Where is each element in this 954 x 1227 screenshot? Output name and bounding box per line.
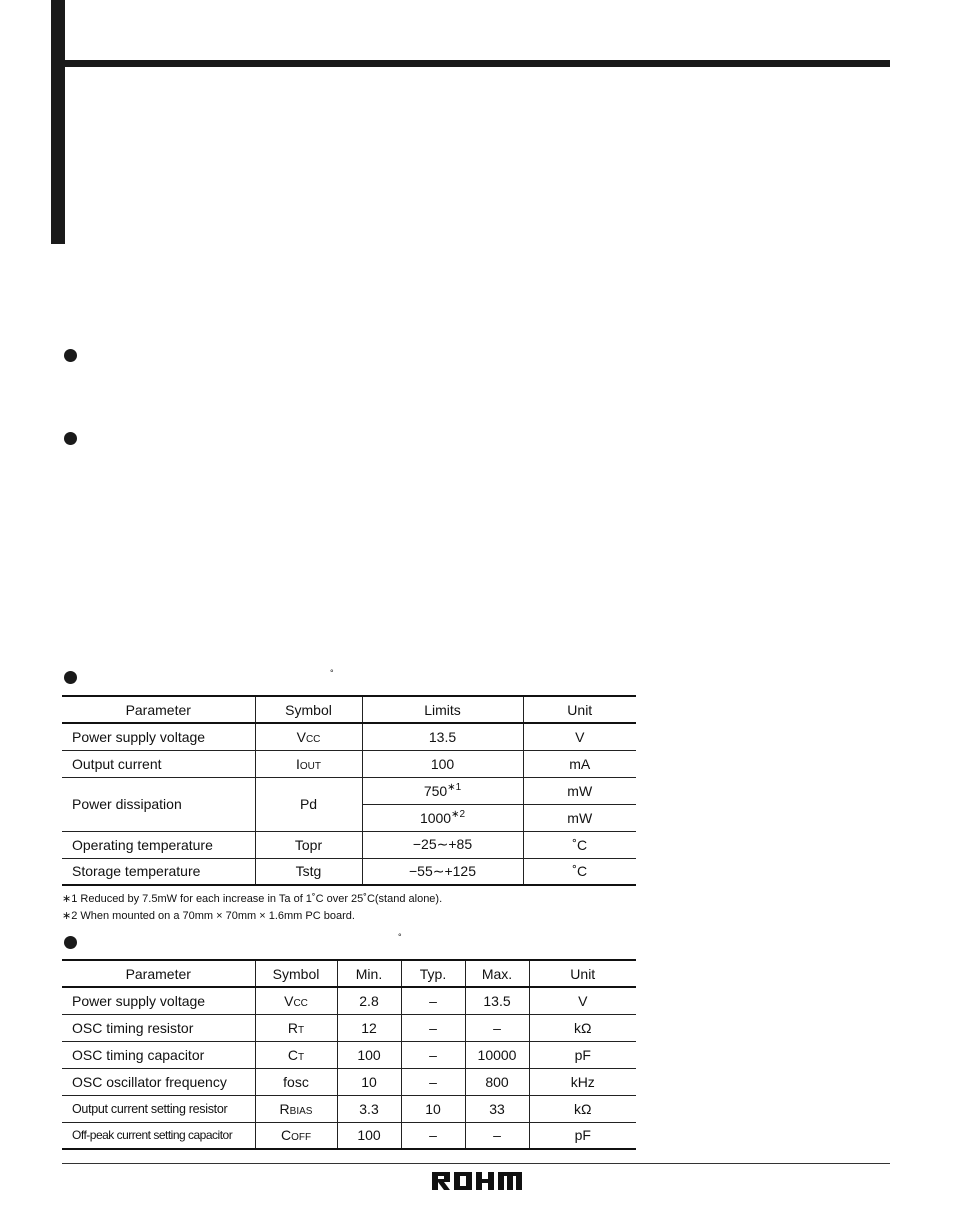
param-cell: Output current [62,750,255,777]
table-row [62,1122,636,1149]
unit-cell: V [523,723,636,750]
max-cell: 13.5 [465,987,529,1014]
unit-cell: kHz [529,1068,636,1095]
max-cell: 10000 [465,1041,529,1068]
unit-cell: mW [523,804,636,831]
rec-op-degree-mark: ° [398,932,402,942]
section-bullet-abs-max [64,671,77,684]
unit-cell: ˚C [523,831,636,858]
symbol-cell: Topr [255,831,362,858]
param-cell: Operating temperature [62,831,255,858]
header-vertical-bar [51,0,65,244]
param-cell: OSC timing resistor [62,1014,255,1041]
abs-max-notes [62,891,442,925]
table-row [62,777,636,804]
min-cell: 2.8 [337,987,401,1014]
unit-cell: mW [523,777,636,804]
header-horizontal-rule [51,60,890,67]
symbol-cell: Pd [255,777,362,831]
limit-cell: −25∼+85 [362,831,523,858]
table-row [62,987,636,1014]
footer-rule [62,1163,890,1164]
typ-cell: – [401,1041,465,1068]
footnote-2: ∗2 When mounted on a 70mm × 70mm × 1.6mm PC board. [62,910,355,922]
header-min: Min. [337,960,401,987]
param-cell: Output current setting resistor [62,1095,255,1122]
header-typ: Typ. [401,960,465,987]
unit-cell: kΩ [529,1014,636,1041]
typ-cell: – [401,1068,465,1095]
param-cell: Off-peak current setting capacitor [62,1122,255,1149]
limit-cell: $750^{∗1}$ [362,777,523,804]
header-unit: Unit [523,696,636,723]
abs-max-degree-mark: ° [330,668,334,678]
footnote-1: ∗1 Reduced by 7.5mW for each increase in Ta of 1˚C over 25˚C(stand alone). [62,893,443,905]
min-cell: 100 [337,1041,401,1068]
unit-cell: mA [523,750,636,777]
header-limits: Limits [362,696,523,723]
header-parameter: Parameter [62,696,255,723]
symbol-cell: CT [255,1041,337,1068]
symbol-cell: fosc [255,1068,337,1095]
abs-max-table [62,695,636,886]
symbol-cell: VCC [255,987,337,1014]
table-row [62,831,636,858]
param-cell: Storage temperature [62,858,255,885]
typ-cell: – [401,1122,465,1149]
section-bullet-2 [64,432,77,445]
max-cell: – [465,1122,529,1149]
rec-op-header-row [62,960,636,987]
limit-cell: −55∼+125 [362,858,523,885]
typ-cell: – [401,1014,465,1041]
table-row [62,750,636,777]
max-cell: 800 [465,1068,529,1095]
symbol-cell: VCC [255,723,362,750]
table-row [62,1068,636,1095]
symbol-cell: Tstg [255,858,362,885]
unit-cell: pF [529,1122,636,1149]
section-bullet-rec-op [64,936,77,949]
table-row [62,1095,636,1122]
limit-cell: 100 [362,750,523,777]
table-row [62,1041,636,1068]
typ-cell: – [401,987,465,1014]
param-cell: Power dissipation [62,777,255,831]
min-cell: 12 [337,1014,401,1041]
param-cell: OSC timing capacitor [62,1041,255,1068]
symbol-cell: IOUT [255,750,362,777]
param-cell: Power supply voltage [62,987,255,1014]
min-cell: 100 [337,1122,401,1149]
header-symbol: Symbol [255,960,337,987]
param-cell: OSC oscillator frequency [62,1068,255,1095]
max-cell: – [465,1014,529,1041]
unit-cell: pF [529,1041,636,1068]
symbol-cell: RBIAS [255,1095,337,1122]
table-row [62,1014,636,1041]
limit-cell: 13.5 [362,723,523,750]
symbol-cell: COFF [255,1122,337,1149]
table-row [62,723,636,750]
unit-cell: ˚C [523,858,636,885]
rohm-logo [430,1170,524,1192]
section-bullet-1 [64,349,77,362]
table-row [62,858,636,885]
param-cell: Power supply voltage [62,723,255,750]
header-unit: Unit [529,960,636,987]
unit-cell: V [529,987,636,1014]
abs-max-header-row [62,696,636,723]
max-cell: 33 [465,1095,529,1122]
rec-op-table [62,959,636,1150]
limit-cell: $1000^{∗2}$ [362,804,523,831]
header-symbol: Symbol [255,696,362,723]
header-parameter: Parameter [62,960,255,987]
min-cell: 10 [337,1068,401,1095]
header-max: Max. [465,960,529,987]
min-cell: 3.3 [337,1095,401,1122]
symbol-cell: RT [255,1014,337,1041]
typ-cell: 10 [401,1095,465,1122]
unit-cell: kΩ [529,1095,636,1122]
